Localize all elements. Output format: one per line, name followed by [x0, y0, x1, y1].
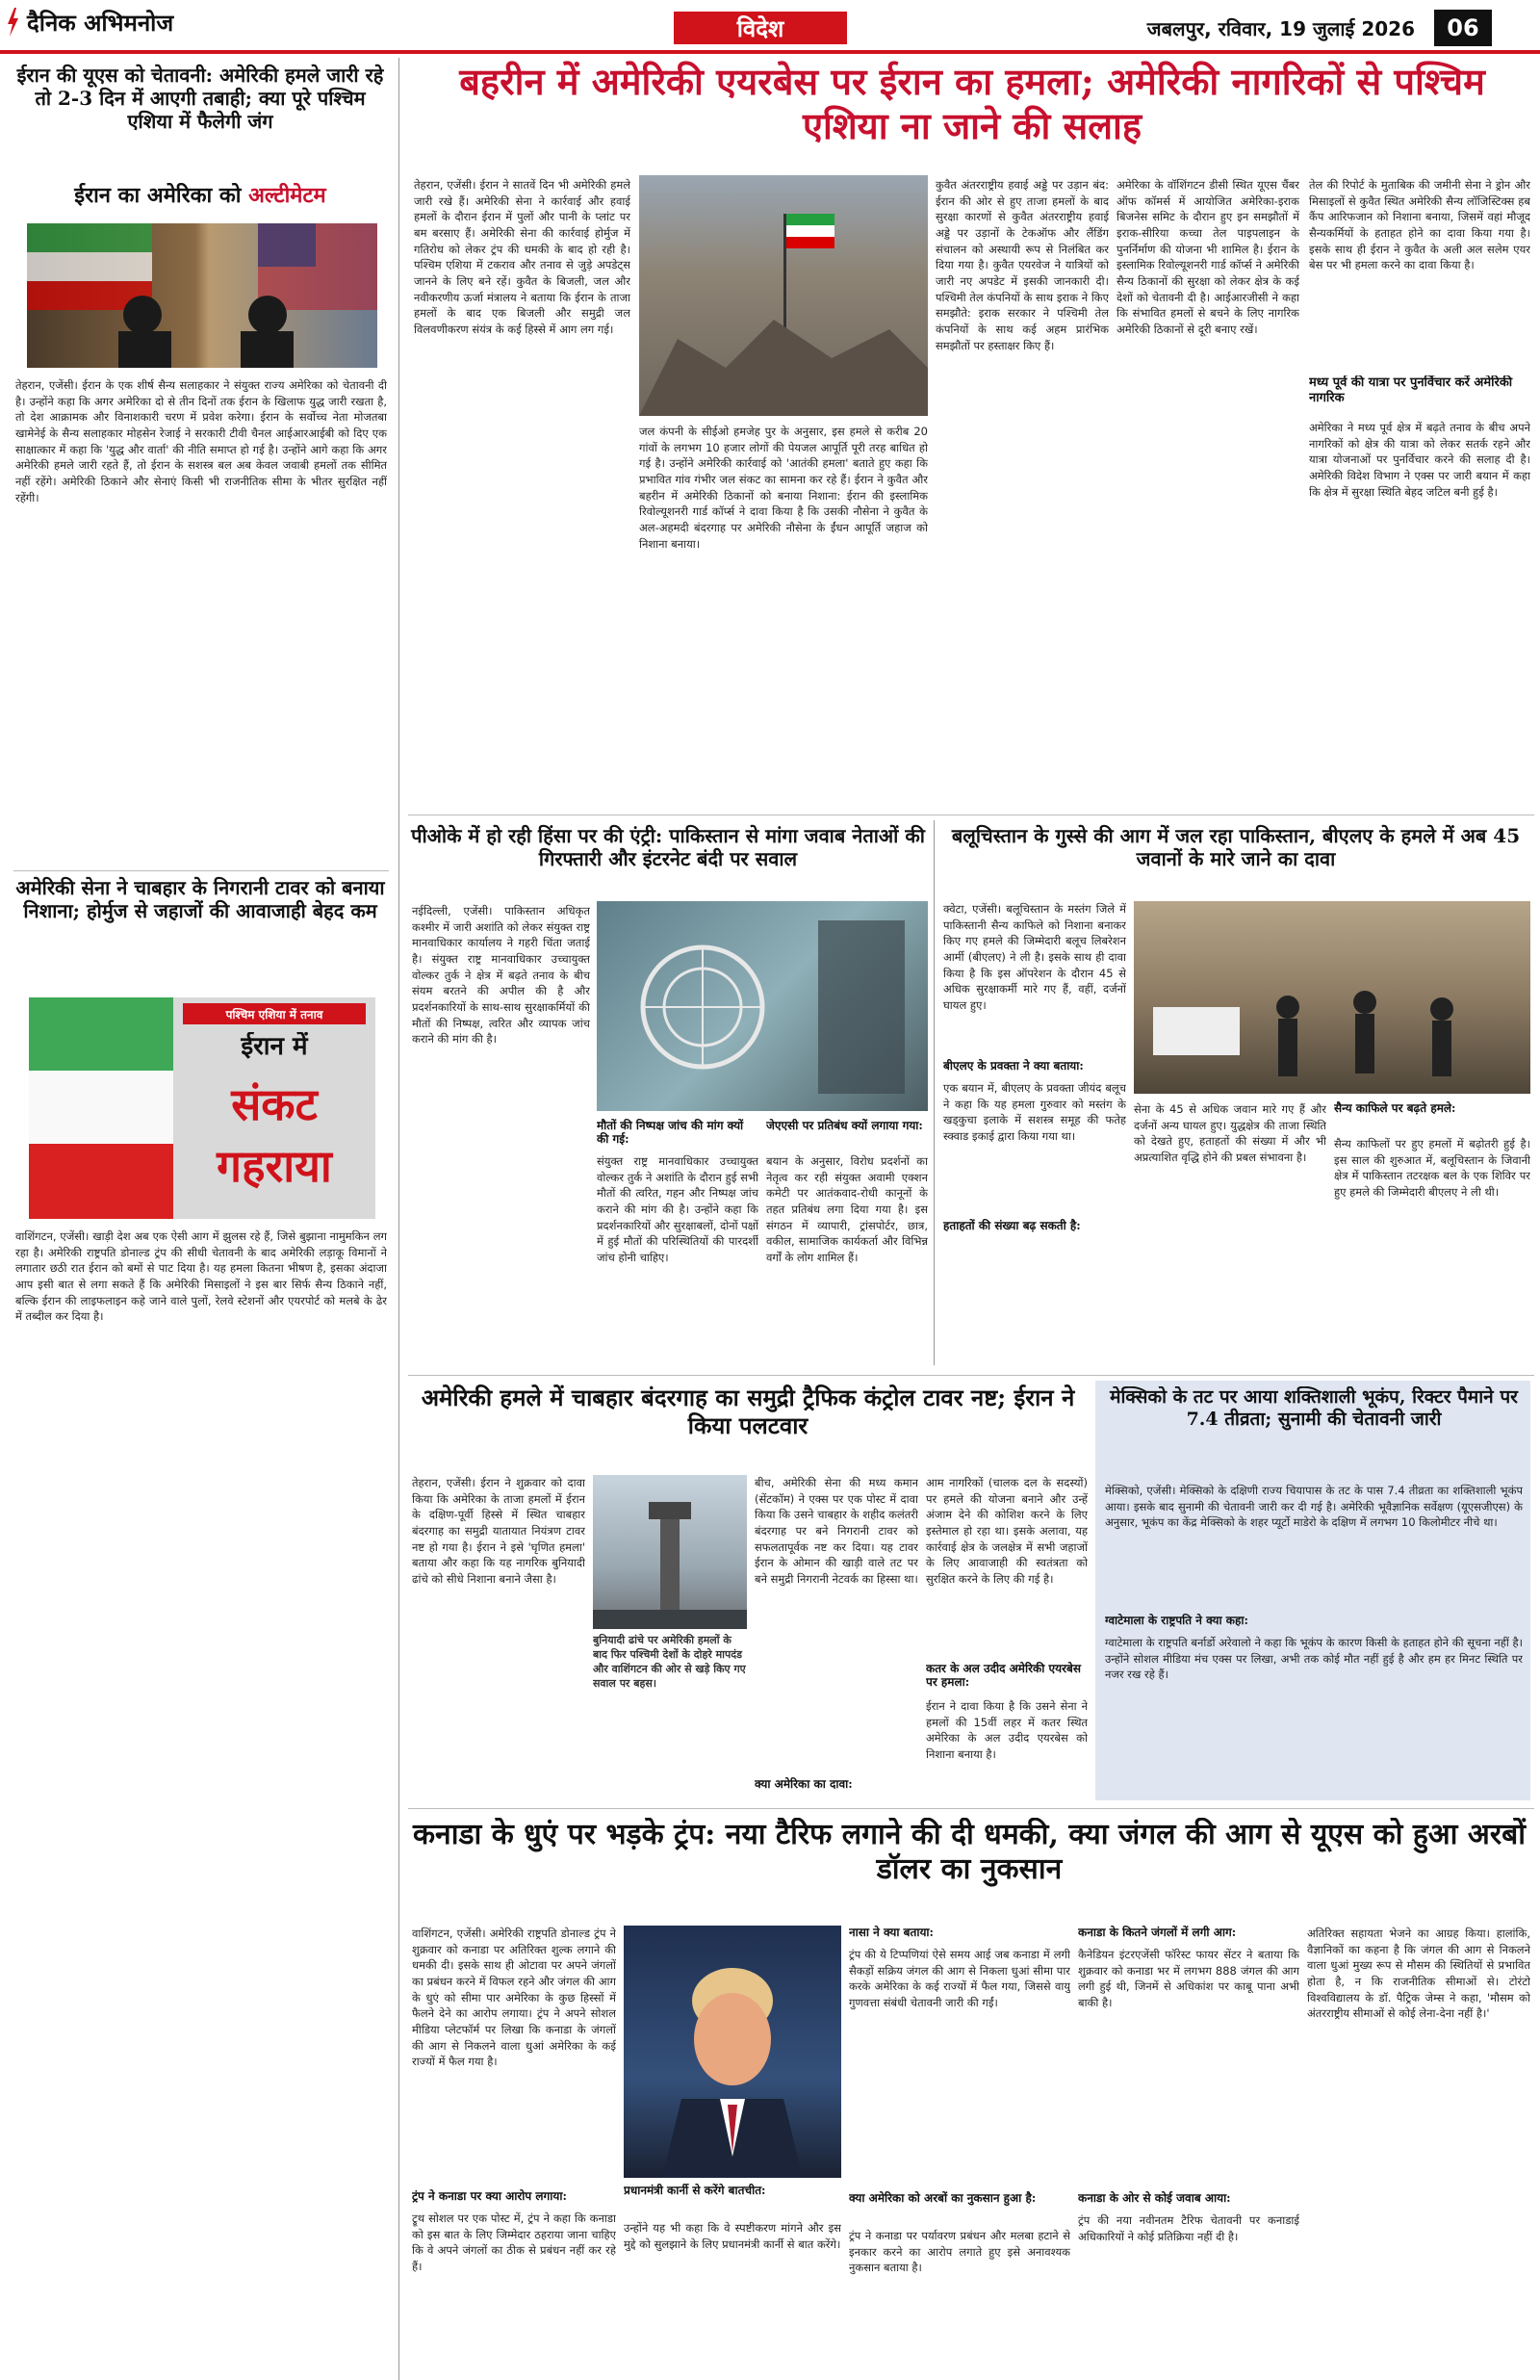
brand-name: दैनिक अभिमनोज — [27, 8, 174, 37]
column-divider — [398, 58, 399, 2380]
mexico-body2: ग्वाटेमाला के राष्ट्रपति बर्नार्डो अरेवालो ने कहा कि भूकंप के कारण किसी के हताहत होने की सूचना नहीं है। उन्होंने सोशल मीडिया मंच एक्स पर लिखा, अभी तक कोई मौत नहीं हुई है और हम हर मिनट स्थिति पर नजर रख रहे हैं। — [1105, 1636, 1523, 1682]
canada-body4: ट्रंप की ये टिप्पणियां ऐसे समय आई जब कनाडा में लगी सैकड़ों सक्रिय जंगल की आग से निकला धुआं सीमा पार करके अमेरिका के कई राज्यों में फैल गया, जिससे वायु गुणवत्ता संबंधी चेतावनी जारी की गईं। — [849, 1948, 1070, 2010]
mexico-body: मेक्सिको, एजेंसी। मेक्सिको के दक्षिणी राज्य चियापास के तट के पास 7.4 तीव्रता का शक्तिशाली भूकंप आया। इसके बाद सुनामी की चेतावनी जारी कर दी गई है। अमेरिकी भूवैज्ञानिक सर्वेक्षण (यूएसजीएस) के अनुसार, भूकंप का केंद्र मेक्सिको के शहर प्यूर्टो माडेरो के दक्षिण में लगभग 10 किलोमीटर नीचे था। — [1105, 1484, 1523, 1530]
baloch-body2: एक बयान में, बीएलए के प्रवक्ता जीयंद बलूच ने कहा कि यह हमला गुरुवार को मस्तंग के खड्कुचा इलाके में सशस्त्र समूह की फतेह स्क्वाड इकाई द्वारा किया गया था। — [943, 1081, 1126, 1144]
left-story2-headline: अमेरिकी सेना ने चाबहार के निगरानी टावर को बनाया निशाना; होर्मुज से जहाजों की आवाजाही बेहद कम — [15, 876, 385, 922]
security-forces-graphic — [1134, 901, 1530, 1094]
canada-body2: ट्रूथ सोशल पर एक पोस्ट में, ट्रंप ने कहा कि कनाडा को इस बात के लिए जिम्मेदार ठहराया जाना चाहिए कि वे अपने जंगलों का ठीक से प्रबंधन नहीं कर रहे हैं। — [412, 2212, 616, 2274]
chabahar-caption: बुनियादी ढांचे पर अमेरिकी हमलों के बाद फिर पश्चिमी देशों के दोहरे मापदंड और वाशिंगटन की ओर से खड़े किए गए सवाल पर बहस। — [593, 1634, 746, 1690]
baloch-body: क्वेटा, एजेंसी। बलूचिस्तान के मस्तंग जिले में पाकिस्तानी सैन्य काफिले को निशाना बनाकर किए गए हमले की जिम्मेदारी बलूच लिबरेशन आर्मी (बीएलए) ने ली है। इसके साथ ही दावा किया है कि इस ऑपरेशन के दौरान 45 से अधिक सुरक्षाकर्मी मारे गए हैं, वहीं, दर्जनों घायल हुए। — [943, 902, 1126, 1013]
soldiers-silhouette-graphic — [27, 223, 377, 368]
ultimatum-title-a: ईरान का अमेरिका को — [74, 183, 242, 208]
page-number: 06 — [1434, 10, 1492, 46]
edition-date: जबलपुर, रविवार, 19 जुलाई 2026 — [1146, 16, 1415, 40]
story-separator — [13, 870, 389, 871]
main-col5-subhead: मध्य पूर्व की यात्रा पर पुनर्विचार करें अमेरिकी नागरिक — [1309, 375, 1513, 405]
iran-flag-graphic — [29, 997, 173, 1219]
main-col4: अमेरिका के वॉशिंगटन डीसी स्थित यूएस चैंबर ऑफ कॉमर्स में आयोजित अमेरिका-इराक बिजनेस समिट के दौरान हुए इन समझौतों में इराक-सीरिया कच्चा तेल पाइपलाइन के पुनर्निर्माण की योजना भी शामिल है। ईरान के इस्लामिक रिवोल्यूशनरी गार्ड कॉर्प्स ने अमेरिकी सैन्य ठिकानों की सुरक्षा को लेकर क्षेत्र के कई देशों को चेतावनी दी है। आईआरजीसी ने कहा कि संभावित हमलों से बचने के लिए नागरिक अमेरिकी ठिकानों से दूरी बनाए रखें। — [1116, 178, 1299, 337]
canada-subhead2: प्रधानमंत्री कार्नी से करेंगे बातचीत: — [624, 2184, 766, 2197]
crisis-graphic — [29, 997, 375, 1219]
chabahar-body: तेहरान, एजेंसी। ईरान ने शुक्रवार को दावा किया कि अमेरिका के ताजा हमलों में ईरान के दक्षिण-पूर्वी हिस्से में स्थित चाबहार बंदरगाह का समुद्री यातायात नियंत्रण टावर नष्ट हो गया है। ईरान ने इसे 'घृणित हमला' बताया और कहा कि यह नागरिक बुनियादी ढांचे को सीधे निशाना बनाने जैसा है। — [412, 1476, 585, 1587]
left-story2-body: वाशिंगटन, एजेंसी। खाड़ी देश अब एक ऐसी आग में झुलस रहे हैं, जिसे बुझाना नामुमकिन लग रहा है। अमेरिकी राष्ट्रपति डोनाल्ड ट्रंप की सीधी चेतावनी के बाद अमेरिकी लड़ाकू विमानों ने लगातार छठी रात ईरान को बमों से पाट दिया है। यह हमला कितना भीषण है, इसका अंदाजा आप इसी बात से लगा सकते हैं कि अमेरिकी मिसाइलों ने इस बार सिर्फ सैन्य ठिकाने नहीं, बल्कि ईरान की लाइफलाइन कहे जाने वाले पुलों, रेलवे स्टेशनों और एयरपोर्ट को मलबे के ढेर में तब्दील कर दिया है। — [15, 1229, 387, 1324]
main-col5b: अमेरिका ने मध्य पूर्व क्षेत्र में बढ़ते तनाव के बीच अपने नागरिकों को क्षेत्र की यात्रा को लेकर सतर्क रहने और यात्रा योजनाओं पर पुनर्विचार करने की सलाह दी है। अमेरिकी विदेश विभाग ने एक्स पर जारी बयान में कहा कि क्षेत्र में सुरक्षा स्थिति बेहद जटिल बनी हुई है। — [1309, 421, 1530, 499]
chabahar-headline: अमेरिकी हमले में चाबहार बंदरगाह का समुद्री ट्रैफिक कंट्रोल टावर नष्ट; ईरान ने किया पलटवार — [421, 1384, 1075, 1439]
ultimatum-title-b: अल्टीमेटम — [248, 183, 326, 208]
control-tower-photo — [593, 1475, 747, 1629]
un-emblem-icon — [597, 901, 928, 1111]
canada-subhead3: नासा ने क्या बताया: — [849, 1926, 934, 1939]
masthead — [0, 0, 318, 44]
baloch-body4: सैन्य काफिलों पर हुए हमलों में बढ़ोतरी हुई है। इस साल की शुरुआत में, बलूचिस्तान के जिवानी क्षेत्र में पाकिस्तान तटरक्षक बल के एक शिविर पर हुए हमले की जिम्मेदारी बीएलए ने ली थी। — [1334, 1137, 1530, 1200]
baloch-subhead3: सैन्य काफिले पर बढ़ते हमले: — [1334, 1101, 1456, 1115]
chabahar-body3: आम नागरिकों (चालक दल के सदस्यों) पर हमले की योजना बनाने और उन्हें अंजाम देने की कोशिश करने के लिए इस्तेमाल हो रहा था। इसके अलावा, यह कार्रवाई क्षेत्र के जलक्षेत्र में सभी जहाजों के लिए आवाजाही की स्वतंत्रता को सुरक्षित करने के लिए की गई है। — [926, 1476, 1088, 1587]
canada-subhead1: ट्रंप ने कनाडा पर क्या आरोप लगाया: — [412, 2189, 567, 2203]
canada-subhead5: कनाडा के कितने जंगलों में लगी आग: — [1078, 1926, 1237, 1939]
trump-photo — [624, 1926, 841, 2178]
canada-body7: ट्रंप की नया नवीनतम टैरिफ चेतावनी पर कनाडाई अधिकारियों ने कोई प्रतिक्रिया नहीं दी है। — [1078, 2213, 1299, 2243]
graphic-title: ईरान में — [241, 1032, 308, 1061]
canada-body5: ट्रंप ने कनाडा पर पर्यावरण प्रबंधन और मलबा हटाने से इनकार करने का आरोप लगाते हुए इसे अनावश्यक नुकसान बताया है। — [849, 2229, 1070, 2275]
canada-subhead6: कनाडा के ओर से कोई जवाब आया: — [1078, 2191, 1231, 2205]
main-col1: तेहरान, एजेंसी। ईरान ने सातवें दिन भी अमेरिकी हमले जारी रखे हैं। अमेरिकी सेना ने कार्रवाई और हवाई हमलों के दौरान ईरान में पुलों और पानी के प्लांट पर बम बरसाए हैं। अमेरिकी सेना की कार्रवाई होर्मुज में गतिरोध को लेकर ट्रंप की धमकी के बाद हो रही है। पश्चिम एशिया में टकराव और तनाव से जुड़े अपडेट्स जानने के लिए बने रहें। कुवैत के बिजली, जल और नवीकरणीय ऊर्जा मंत्रालय ने बताया कि ईरान के ताजा हमलों के बाद एक बिजली और समुद्री जल विलवणीकरण संयंत्र के कई हिस्से में आग लग गई। — [414, 178, 630, 337]
pok-subhead1: मौतों की निष्पक्ष जांच की मांग क्यों की गई: — [597, 1119, 744, 1147]
graphic-big1: संकट — [231, 1078, 318, 1130]
mexico-headline: मेक्सिको के तट पर आया शक्तिशाली भूकंप, रिक्टर पैमाने पर 7.4 तीव्रता; सुनामी की चेतावनी जारी — [1110, 1386, 1518, 1430]
graphic-big2: गहराया — [217, 1140, 332, 1192]
canada-body8: अतिरिक्त सहायता भेजने का आग्रह किया। हालांकि, वैज्ञानिकों का कहना है कि जंगल की आग से निकलने वाला धुआं मुख्य रूप से मौसम की स्थितियों से प्रभावित होता है, न कि राजनीतिक सीमाओं से। टोरंटो विश्वविद्यालय के डॉ. पैट्रिक जेम्स ने कहा, 'मौसम को अंतरराष्ट्रीय सीमाओं से कोई लेना-देना नहीं है।' — [1307, 1927, 1530, 2021]
left-story1-body: तेहरान, एजेंसी। ईरान के एक शीर्ष सैन्य सलाहकार ने संयुक्त राज्य अमेरिका को चेतावनी दी है। उन्होंने कहा कि अगर अमेरिका दो से तीन दिनों तक ईरान के खिलाफ युद्ध जारी रखता है, तो देश आक्रामक और विनाशकारी चरण में प्रवेश करेगा। ईरान के सर्वोच्च नेता मोजतबा खामेनेई के सैन्य सलाहकार मोहसेन रेजाई ने सरकारी टीवी चैनल आईआरआईबी को दिए एक साक्षात्कार में कहा कि 'युद्ध और वार्ता' की नीति समाप्त हो गई है। उन्होंने आगे कहा कि अगर अमेरिकी हमले जारी रहते हैं, तो ईरान के सशस्त्र बल अब केवल जवाबी हमलों तक सीमित नहीं रहेंगे। अमेरिकी ठिकाने और सेनाएं किसी भी राजनीतिक सीमा के भीतर सुरक्षित नहीं रहेंगी। — [15, 378, 387, 504]
main-col2: जल कंपनी के सीईओ हमजेह पुर के अनुसार, इस हमले से करीब 20 गांवों के लगभग 10 हजार लोगों की पेयजल आपूर्ति पूरी तरह बाधित हो गई है। उन्होंने अमेरिकी कार्रवाई को 'आतंकी हमला' बताते हुए कहा कि प्रभावित गांव गंभीर जल संकट का सामना कर रहे हैं। ईरान ने कुवैत और बहरीन में अमेरिकी ठिकानों को बनाया निशाना: ईरान की इस्लामिक रिवोल्यूशनरी गार्ड कॉर्प्स ने दावा किया है कि उसकी नौसेना ने कुवैत के अल-अहमदी बंदरगाह पर अमेरिकी नौसेना के ईंधन आपूर्ति जहाज को निशाना बनाया। — [639, 425, 928, 551]
pok-subhead2: जेएएसी पर प्रतिबंध क्यों लगाया गया: — [766, 1119, 923, 1132]
header-rule — [0, 50, 1540, 54]
story-separator — [408, 1375, 1534, 1376]
pok-body3: बयान के अनुसार, विरोध प्रदर्शनों का नेतृत्व कर रही संयुक्त अवामी एक्शन कमेटी पर आतंकवाद-रोधी कानूनों के तहत प्रतिबंध लगा दिया गया है। इस संगठन में व्यापारी, ट्रांसपोर्टर, छात्र, वकील, सामाजिक कार्यकर्ता और विभिन्न वर्गों के लोग शामिल हैं। — [766, 1154, 928, 1265]
tension-tag: पश्चिम एशिया में तनाव — [183, 1003, 366, 1024]
iran-us-flags-photo — [27, 223, 377, 368]
baloch-subhead1: बीएलए के प्रवक्ता ने क्या बताया: — [943, 1059, 1084, 1073]
canada-body6: कैनेडियन इंटरएजेंसी फॉरेस्ट फायर सेंटर ने बताया कि शुक्रवार को कनाडा भर में लगभग 888 जंगल की आग लगी हुई थी, जिनमें से अधिकांश पर काबू पाना अभी बाकी है। — [1078, 1948, 1299, 2010]
baloch-headline: बलूचिस्तान के गुस्से की आग में जल रहा पाकिस्तान, बीएलए के हमले में अब 45 जवानों के मारे जाने का दावा — [951, 824, 1521, 870]
pok-body2: संयुक्त राष्ट्र मानवाधिकार उच्चायुक्त वोल्कर तुर्क ने अशांति के दौरान हुई सभी मौतों की त्वरित, गहन और निष्पक्ष जांच कराने की मांग की है। उन्होंने कहा कि प्रदर्शनकारियों और सुरक्षाबलों, दोनों पक्षों में हुई मौतों की परिस्थितियों की पारदर्शी जांच होनी चाहिए। — [597, 1154, 758, 1265]
baloch-body3: सेना के 45 से अधिक जवान मारे गए हैं और दर्जनों अन्य घायल हुए। युद्धक्षेत्र की ताजा स्थिति को देखते हुए, हताहतों की संख्या में और भी अप्रत्याशित वृद्धि होने की प्रबल संभावना है। — [1134, 1102, 1326, 1165]
canada-body: वाशिंगटन, एजेंसी। अमेरिकी राष्ट्रपति डोनाल्ड ट्रंप ने शुक्रवार को कनाडा पर अतिरिक्त शुल्क लगाने की धमकी दी। इसके साथ ही ओटावा पर अपने जंगलों का प्रबंधन करने में विफल रहने और जंगल की आग के धुएं को सीमा पार अमेरिका के कुछ हिस्सों में फैलने देने का आरोप लगाया। ट्रंप ने अपने सोशल मीडिया प्लेटफॉर्म पर लिखा कि कनाडा के जंगलों की आग से निकलने वाला धुआं अमेरिका के कई राज्यों में फैल गया है। — [412, 1927, 616, 2069]
section-label: विदेश — [674, 12, 847, 44]
pok-body: नईदिल्ली, एजेंसी। पाकिस्तान अधिकृत कश्मीर में जारी अशांति को लेकर संयुक्त राष्ट्र मानवाधिकार कार्यालय ने गहरी चिंता जताई है। संयुक्त राष्ट्र मानवाधिकार उच्चायुक्त वोल्कर तुर्क ने क्षेत्र में बढ़ते तनाव के बीच संयम बरतने की अपील की है और प्रदर्शनकारियों के साथ-साथ सुरक्षाकर्मियों की मौतों की निष्पक्ष, त्वरित और व्यापक जांच कराने की मांग की है। — [412, 904, 590, 1047]
lightning-icon — [6, 8, 19, 37]
chabahar-body2: बीच, अमेरिकी सेना की मध्य कमान (सेंटकॉम) ने एक्स पर एक पोस्ट में दावा किया कि उसने चाबहार के शहीद कलंतरी बंदरगाह पर बने निगरानी टावर को सफलतापूर्वक नष्ट कर दिया। यह टावर ईरान के ओमान की खाड़ी वाले तट पर बने समुद्री निगरानी नेटवर्क का हिस्सा था। — [755, 1476, 918, 1587]
canada-subhead4: क्या अमेरिका को अरबों का नुकसान हुआ है: — [849, 2191, 1037, 2205]
main-headline: बहरीन में अमेरिकी एयरबेस पर ईरान का हमला; अमेरिकी नागरिकों से पश्चिम एशिया ना जाने की सलाह — [459, 60, 1485, 147]
baloch-subhead2: हताहतों की संख्या बढ़ सकती है: — [943, 1219, 1081, 1232]
main-col5: तेल की रिपोर्ट के मुताबिक की जमीनी सेना ने ड्रोन और मिसाइलों से कुवैत स्थित अमेरिकी सैन्य लॉजिस्टिक्स हब कैंप आरिफजान को निशाना बनाया, जिसमें वहां मौजूद सैन्यकर्मियों के हताहत होने का दावा किया गया है। इसके साथ ही ईरान ने कुवैत के अली अल सलेम एयर बेस पर भी हमला करने का दावा किया है। — [1309, 178, 1530, 272]
un-logo-photo — [597, 901, 928, 1111]
speaker-portrait-graphic — [624, 1926, 841, 2178]
canada-headline: कनाडा के धुएं पर भड़के ट्रंप: नया टैरिफ लगाने की दी धमकी, क्या जंगल की आग से यूएस को हुआ अरबों डॉलर का नुकसान — [413, 1818, 1526, 1886]
quetta-attack-photo — [1134, 901, 1530, 1094]
mexico-subhead1: ग्वाटेमाला के राष्ट्रपति ने क्या कहा: — [1105, 1614, 1248, 1627]
canada-body3: उन्होंने यह भी कहा कि वे स्पष्टीकरण मांगने और इस मुद्दे को सुलझाने के लिए प्रधानमंत्री कार्नी से बात करेंगे। — [624, 2221, 841, 2251]
main-col3: कुवैत अंतरराष्ट्रीय हवाई अड्डे पर उड़ान बंद: ईरान की ओर से हुए ताजा हमलों के बाद सुरक्षा कारणों से कुवैत अंतरराष्ट्रीय हवाई अड्डे पर उड़ानों के टेकऑफ और लैंडिंग संचालन को अस्थायी रूप से निलंबित कर दिया गया है। कुवैत एयरवेज ने यात्रियों को जारी नए अपडेट में इसकी जानकारी दी। पश्चिमी तेल कंपनियों के साथ इराक ने किए समझौते: इराक सरकार ने पश्चिमी तेल कंपनियों के साथ कई अहम प्रारंभिक समझौतों पर हस्ताक्षर किए हैं। — [936, 178, 1109, 352]
pok-headline: पीओके में हो रही हिंसा पर की एंट्री: पाकिस्तान से मांगा जवाब नेताओं की गिरफ्तारी और इंटरनेट बंदी पर सवाल — [411, 824, 925, 870]
left-story1-headline: ईरान की यूएस को चेतावनी: अमेरिकी हमले जारी रहे तो 2-3 दिन में आएगी तबाही; क्या पूरे पश्चिम एशिया में फैलेगी जंग — [16, 64, 384, 133]
chabahar-subhead1: क्या अमेरिका का दावा: — [755, 1777, 853, 1791]
chabahar-body4: ईरान ने दावा किया है कि उसने सेना ने हमलों की 15वीं लहर में कतर स्थित अमेरिका के अल उदीद एयरबेस को निशाना बनाया है। — [926, 1699, 1088, 1762]
ultimatum-title — [12, 183, 389, 218]
rubble-photo — [639, 175, 928, 416]
chabahar-subhead2: कतर के अल उदीद अमेरिकी एयरबेस पर हमला: — [926, 1662, 1081, 1690]
column-divider — [934, 820, 935, 1365]
rubble-flag-graphic — [639, 175, 928, 416]
tower-graphic — [593, 1475, 747, 1629]
story-separator — [408, 1808, 1534, 1809]
